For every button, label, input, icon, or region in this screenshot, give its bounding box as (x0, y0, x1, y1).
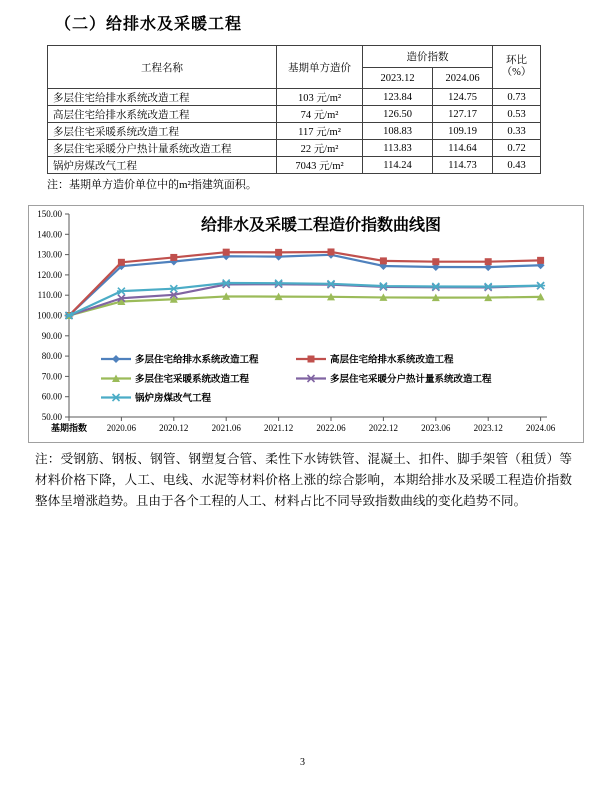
table-row (48, 106, 541, 123)
cost-index-line-chart (29, 206, 583, 442)
header-index-2024-06: 2024.06 (433, 68, 493, 89)
legend-label: 高层住宅给排水系统改造工程 (330, 355, 454, 366)
table-cell-idx-2023-12: 113.83 (363, 140, 433, 157)
y-tick-label: 50.00 (41, 412, 62, 422)
chart-axes (69, 214, 547, 417)
y-axis-ticks (37, 209, 69, 422)
marker-square (308, 356, 315, 363)
x-tick-label: 2021.12 (263, 423, 294, 433)
table-note: 注：基期单方造价单位中的m²指建筑面积。 (47, 179, 257, 191)
table-row (48, 89, 541, 106)
y-tick-label: 140.00 (37, 229, 62, 240)
y-tick-label: 80.00 (41, 351, 62, 362)
y-tick-label: 130.00 (37, 249, 62, 260)
table-cell-idx-2023-12: 114.24 (363, 157, 433, 174)
legend-item (296, 354, 454, 366)
header-index-2023-12: 2023.12 (363, 68, 433, 89)
header-mom-line2: （%） (501, 67, 532, 78)
table-cell-project: 多层住宅采暖分户热计量系统改造工程 (48, 140, 277, 157)
x-tick-label: 2023.06 (421, 423, 451, 433)
marker-square (118, 259, 125, 266)
legend-item (296, 373, 492, 385)
table-cell-base-cost: 7043 元/m² (277, 157, 363, 174)
table-cell-project: 锅炉房煤改气工程 (48, 157, 277, 174)
marker-square (380, 257, 387, 264)
table-cell-idx-2024-06: 114.64 (433, 140, 493, 157)
section-title: （二）给排水及采暖工程 (55, 16, 243, 33)
table-cell-base-cost: 103 元/m² (277, 89, 363, 106)
marker-square (432, 258, 439, 265)
legend-item (101, 373, 250, 385)
marker-square (485, 258, 492, 265)
x-tick-label: 2022.06 (316, 423, 346, 433)
table-cell-idx-2024-06: 127.17 (433, 106, 493, 123)
table-cell-project: 高层住宅给排水系统改造工程 (48, 106, 277, 123)
table-cell-idx-2024-06: 124.75 (433, 89, 493, 106)
analysis-note: 注：受钢筋、钢板、钢管、钢塑复合管、柔性下水铸铁管、混凝土、扣件、脚手架管（租赁）等材料价格下降，人工、电线、水泥等材料价格上涨的综合影响，本期给排水及采暖工程造价指数整体呈增涨趋势。且由于各个工程的人工、材料占比不同导致指数曲线的变化趋势不同。 (35, 452, 572, 508)
x-tick-label: 2022.12 (368, 423, 399, 433)
y-tick-label: 120.00 (37, 269, 62, 280)
table-cell-base-cost: 22 元/m² (277, 140, 363, 157)
marker-square (170, 254, 177, 261)
marker-square (223, 249, 230, 256)
table-cell-project: 多层住宅给排水系统改造工程 (48, 89, 277, 106)
legend-label: 多层住宅采暖分户热计量系统改造工程 (330, 375, 492, 385)
legend-item (101, 354, 259, 366)
header-mom (493, 46, 541, 89)
y-tick-label: 110.00 (37, 290, 62, 301)
x-tick-label: 2024.06 (525, 423, 556, 433)
y-tick-label: 90.00 (41, 330, 62, 341)
table-row (48, 140, 541, 157)
table-row (48, 123, 541, 140)
series-line (69, 296, 541, 315)
table-cell-idx-2024-06: 114.73 (433, 157, 493, 174)
x-tick-label: 2020.06 (106, 423, 137, 433)
legend-label: 多层住宅采暖系统改造工程 (135, 375, 250, 385)
table-cell-base-cost: 74 元/m² (277, 106, 363, 123)
marker-square (275, 249, 282, 256)
y-tick-label: 60.00 (41, 391, 62, 402)
chart-legend (101, 354, 492, 405)
table-cell-mom: 0.43 (493, 157, 541, 174)
header-project: 工程名称 (48, 46, 277, 89)
x-tick-label: 2023.12 (473, 423, 503, 433)
marker-square (328, 248, 335, 255)
x-tick-label: 2021.06 (211, 423, 241, 433)
header-base-cost: 基期单方造价 (277, 46, 363, 89)
table-cell-mom: 0.73 (493, 89, 541, 106)
marker-diamond (112, 355, 120, 363)
table-cell-base-cost: 117 元/m² (277, 123, 363, 140)
page-number: 3 (300, 757, 305, 768)
table-cell-idx-2023-12: 126.50 (363, 106, 433, 123)
chart-title: 给排水及采暖工程造价指数曲线图 (200, 217, 442, 234)
y-tick-label: 100.00 (37, 310, 62, 321)
header-index-group: 造价指数 (363, 46, 493, 68)
header-mom-line1: 环比 (506, 54, 527, 66)
legend-label: 锅炉房煤改气工程 (135, 394, 212, 404)
x-tick-label: 基期指数 (50, 423, 88, 433)
table-cell-mom: 0.72 (493, 140, 541, 157)
legend-item (101, 392, 212, 404)
chart-container (28, 205, 584, 443)
cost-index-table (47, 45, 541, 174)
table-cell-idx-2023-12: 123.84 (363, 89, 433, 106)
table-cell-idx-2024-06: 109.19 (433, 123, 493, 140)
table-body (48, 89, 541, 174)
y-tick-label: 70.00 (41, 371, 62, 382)
table-cell-idx-2023-12: 108.83 (363, 123, 433, 140)
table-cell-mom: 0.53 (493, 106, 541, 123)
y-tick-label: 150.00 (37, 209, 62, 219)
table-cell-project: 多层住宅采暖系统改造工程 (48, 123, 277, 140)
table-cell-mom: 0.33 (493, 123, 541, 140)
table-header (48, 46, 541, 89)
legend-label: 多层住宅给排水系统改造工程 (135, 355, 259, 366)
x-axis-ticks (51, 417, 556, 433)
x-tick-label: 2020.12 (159, 423, 189, 433)
marker-square (537, 257, 544, 264)
table-row (48, 157, 541, 174)
